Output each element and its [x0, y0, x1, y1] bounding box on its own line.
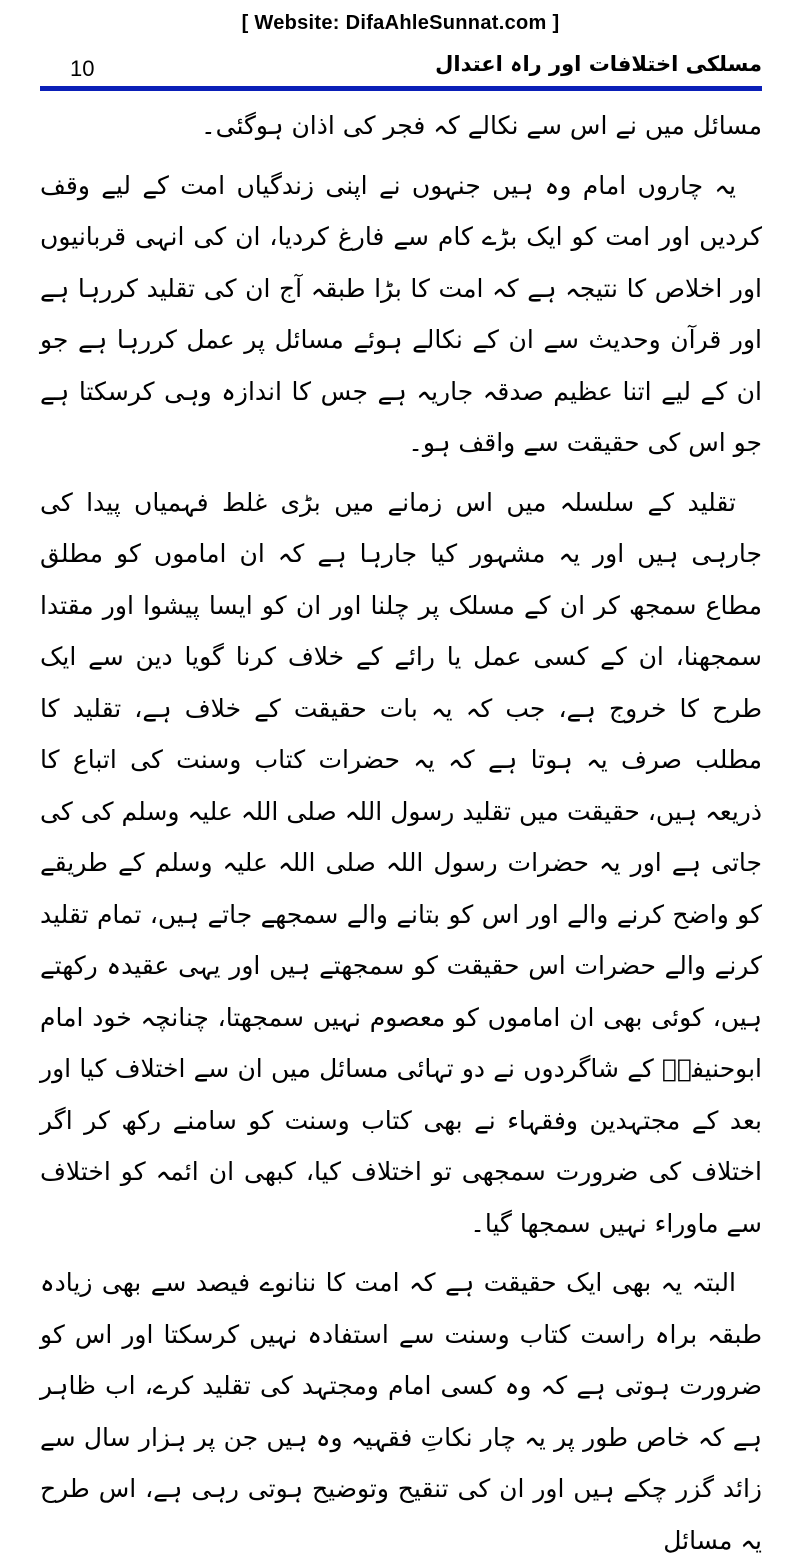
website-banner: [ Website: DifaAhleSunnat.com ] — [241, 12, 560, 34]
paragraph-continuation: مسائل میں نے اس سے نکالے کہ فجر کی اذان ہوگئی۔ — [201, 111, 762, 140]
paragraph-taqlid-misconceptions: تقلید کے سلسلہ میں اس زمانے میں بڑی غلط فہمیاں پیدا کی جارہی ہیں اور یہ مشہور کیا جارہا ہے کہ ان اماموں کو مطلق مطاع سمجھ کر ان کے مسلک پر چلنا اور ان کو ایسا پیشوا اور مقتدا سمجھنا، ان کے کسی عمل یا رائے کے خلاف کرنا گویا دین سے ایک طرح کا خروج ہے، جب کہ یہ بات حقیقت کے خلاف ہے، تقلید کا مطلب صرف یہ ہوتا ہے کہ یہ حضرات کتاب وسنت کی اتباع کا ذریعہ ہیں، حقیقت میں تقلید رسول اللہ صلی اللہ علیہ وسلم کی کی جاتی ہے اور یہ حضرات رسول اللہ صلی اللہ علیہ وسلم کے طریقے کو واضح کرنے والے اور اس کو بتانے والے سمجھے جاتے ہیں، تمام تقلید کرنے والے حضرات اس حقیقت کو سمجھتے ہیں اور یہی عقیدہ رکھتے ہیں، کوئی بھی ان اماموں کو معصوم نہیں سمجھتا، چنانچہ خود امام ابوحنیفہؒ کے شاگردوں نے دو تہائی مسائل میں ان سے اختلاف کیا اور بعد کے مجتہدین وفقہاء نے بھی کتاب وسنت کو سامنے رکھ کر اگر اختلاف کی ضرورت سمجھی تو اختلاف کیا، کبھی ان ائمہ کو اختلاف سے ماوراء نہیں سمجھا گیا۔ — [40, 487, 762, 1238]
paragraph-ummah-reliance: البتہ یہ بھی ایک حقیقت ہے کہ امت کا ننانوے فیصد سے بھی زیادہ طبقہ براہ راست کتاب وسنت سے استفادہ نہیں کرسکتا اور اس کو ضرورت ہوتی ہے کہ وہ کسی امام ومجتہد کی تقلید کرے، اب ظاہر ہے کہ خاص طور پر یہ چار نکاتِ فقہیہ وہ ہیں جن پر ہزار سال سے زائد گزر چکے ہیں اور ان کی تنقیح وتوضیح ہوتی رہی ہے، اس طرح یہ مسائل — [40, 1268, 762, 1555]
running-header — [40, 50, 762, 86]
book-title: مسلکی اختلافات اور راہ اعتدال — [435, 52, 762, 76]
page-number: 10 — [70, 56, 95, 81]
paragraph-four-imams: یہ چاروں امام وہ ہیں جنہوں نے اپنی زندگیاں امت کے لیے وقف کردیں اور امت کو ایک بڑے کام سے فارغ کردیا، ان کی انہی قربانیوں اور اخلاص کا نتیجہ ہے کہ امت کا بڑا طبقہ آج ان کی تقلید کررہا ہے اور قرآن وحدیث سے ان کے نکالے ہوئے مسائل پر عمل کررہا ہے جو ان کے لیے اتنا عظیم صدقہ جاریہ ہے جس کا اندازہ وہی کرسکتا ہے جو اس کی حقیقت سے واقف ہو۔ — [40, 170, 762, 457]
header-divider — [40, 86, 762, 91]
text-body — [40, 100, 762, 1555]
